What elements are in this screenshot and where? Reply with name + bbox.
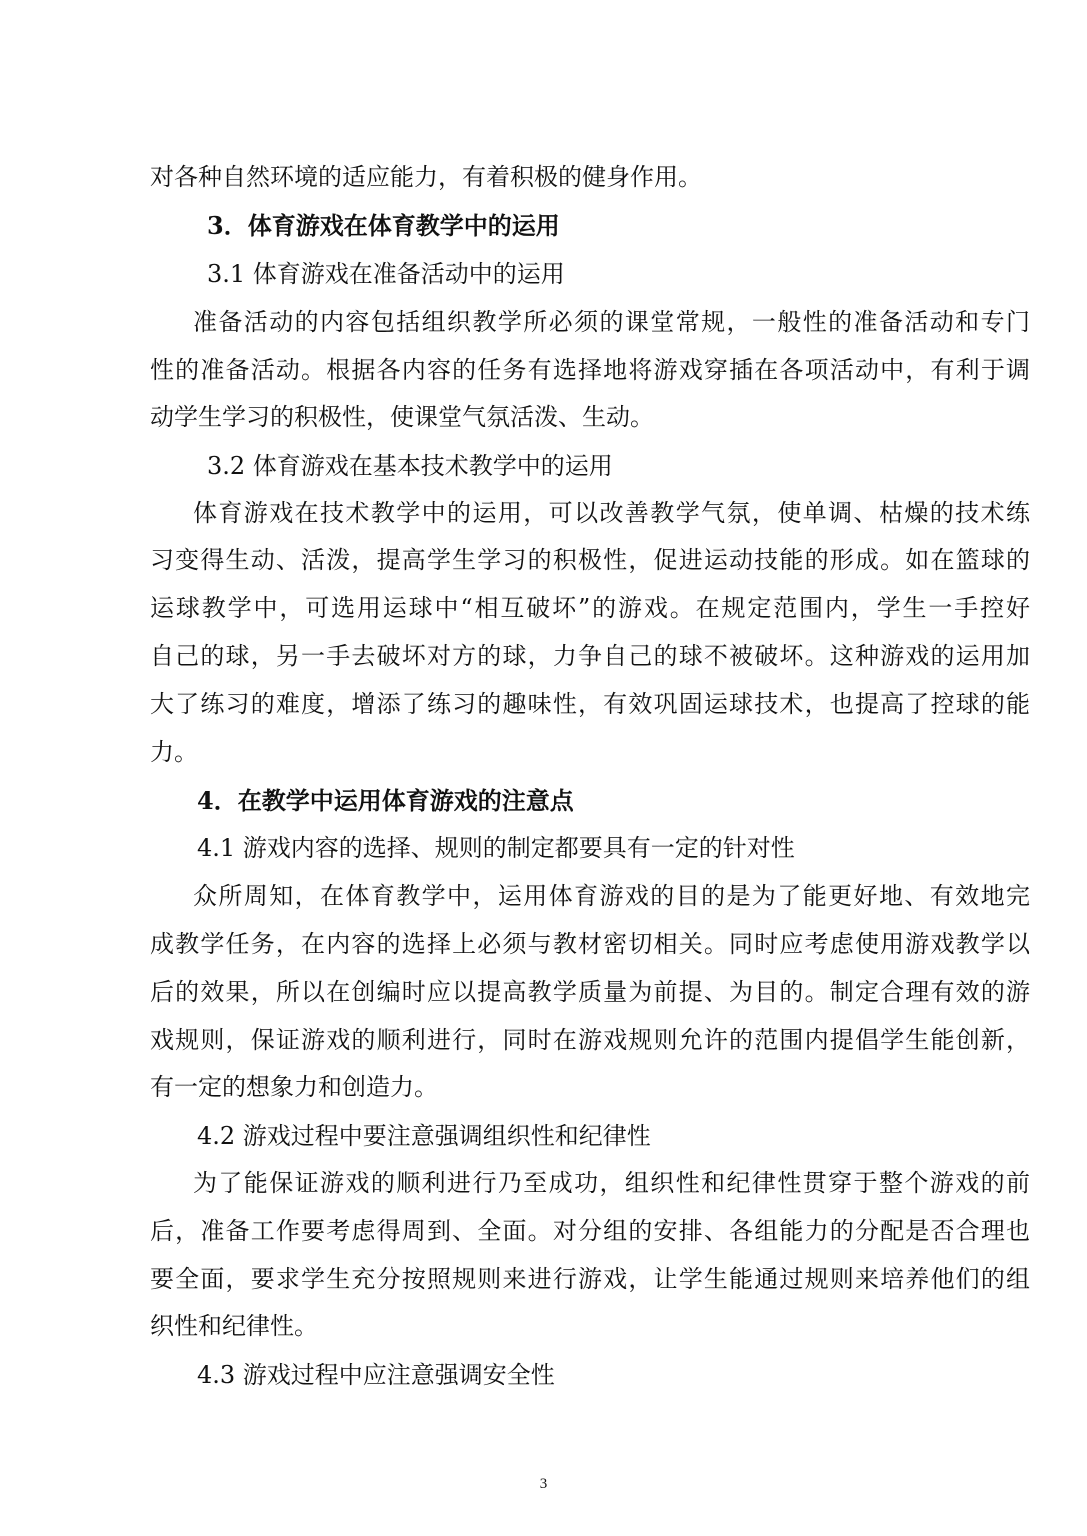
body-line: 性的准备活动。根据各内容的任务有选择地将游戏穿插在各项活动中，有利于调 [150, 356, 1030, 384]
body-line: 运球教学中，可选用运球中“相互破坏”的游戏。在规定范围内，学生一手控好 [150, 594, 1030, 622]
body-line: 准备活动的内容包括组织教学所必须的课堂常规，一般性的准备活动和专门 [193, 308, 1030, 336]
subsection-heading: 3.1 体育游戏在准备活动中的运用 [207, 260, 565, 288]
section-heading: 4．在教学中运用体育游戏的注意点 [197, 786, 574, 815]
body-line: 众所周知，在体育教学中，运用体育游戏的目的是为了能更好地、有效地完 [193, 882, 1030, 910]
body-line: 对各种自然环境的适应能力，有着积极的健身作用。 [150, 163, 702, 191]
subsection-heading: 4.2 游戏过程中要注意强调组织性和纪律性 [197, 1122, 651, 1150]
body-line: 力。 [150, 738, 198, 766]
body-line: 成教学任务，在内容的选择上必须与教材密切相关。同时应考虑使用游戏教学以 [150, 930, 1030, 958]
subsection-heading: 3.2 体育游戏在基本技术教学中的运用 [207, 452, 613, 480]
body-line: 为了能保证游戏的顺利进行乃至成功，组织性和纪律性贯穿于整个游戏的前 [193, 1169, 1030, 1197]
body-line: 体育游戏在技术教学中的运用，可以改善教学气氛，使单调、枯燥的技术练 [193, 499, 1030, 527]
body-line: 后的效果，所以在创编时应以提高教学质量为前提、为目的。制定合理有效的游 [150, 978, 1030, 1006]
page-number: 3 [539, 1476, 548, 1492]
body-line: 要全面，要求学生充分按照规则来进行游戏，让学生能通过规则来培养他们的组 [150, 1265, 1030, 1293]
body-line: 习变得生动、活泼，提高学生学习的积极性，促进运动技能的形成。如在篮球的 [150, 546, 1030, 574]
body-line: 织性和纪律性。 [150, 1312, 318, 1340]
body-line: 戏规则，保证游戏的顺利进行，同时在游戏规则允许的范围内提倡学生能创新， [150, 1026, 1030, 1054]
body-line: 后，准备工作要考虑得周到、全面。对分组的安排、各组能力的分配是否合理也 [150, 1217, 1030, 1245]
section-heading: 3．体育游戏在体育教学中的运用 [207, 211, 560, 240]
body-line: 有一定的想象力和创造力。 [150, 1073, 438, 1101]
body-line: 自己的球，另一手去破坏对方的球，力争自己的球不被破坏。这种游戏的运用加 [150, 642, 1030, 670]
subsection-heading: 4.3 游戏过程中应注意强调安全性 [197, 1361, 555, 1389]
subsection-heading: 4.1 游戏内容的选择、规则的制定都要具有一定的针对性 [197, 834, 795, 862]
body-line: 动学生学习的积极性，使课堂气氛活泼、生动。 [150, 403, 654, 431]
body-line: 大了练习的难度，增添了练习的趣味性，有效巩固运球技术，也提高了控球的能 [150, 690, 1030, 718]
